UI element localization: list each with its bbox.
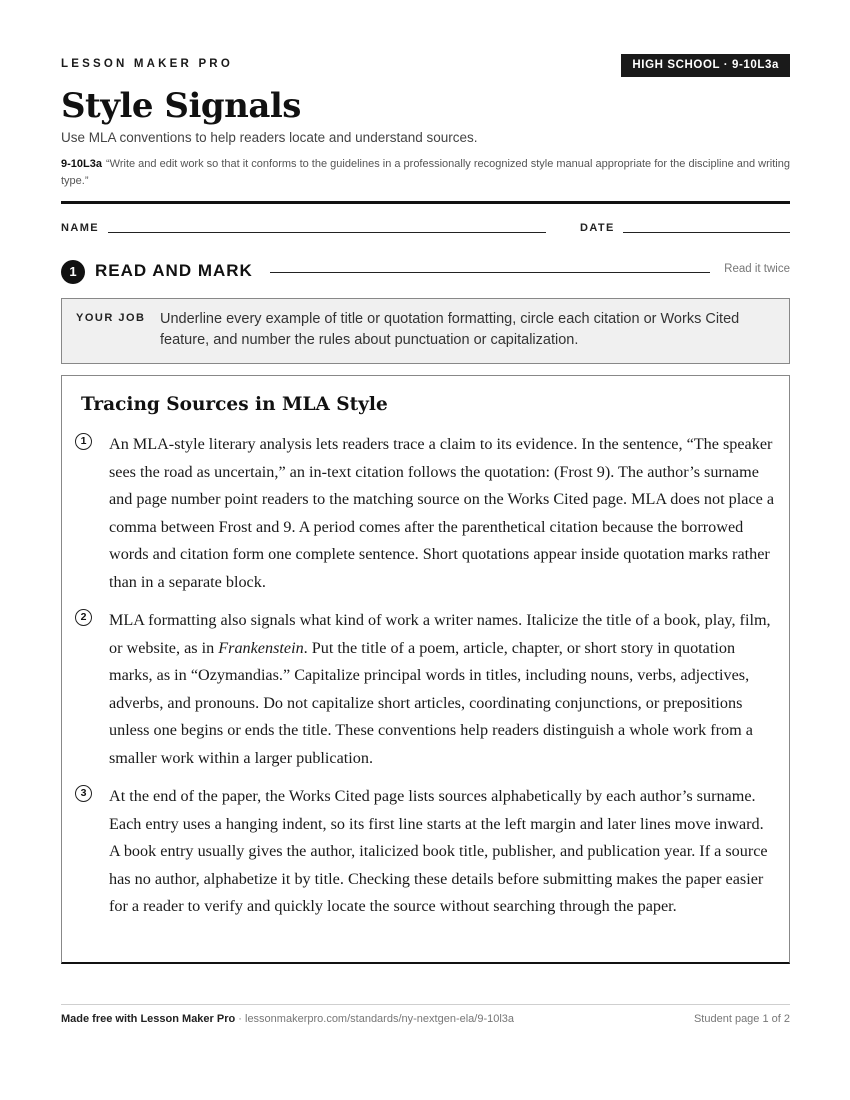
standard-note [61, 156, 790, 190]
footer-separator: · [235, 1013, 245, 1025]
footer-divider [61, 1004, 790, 1005]
level-badge: HIGH SCHOOL · 9-10L3a [621, 54, 790, 77]
reading-passage [61, 375, 790, 964]
italic-title: Frankenstein [218, 638, 304, 657]
section-hint: Read it twice [724, 263, 790, 275]
section-title: READ AND MARK [95, 261, 253, 280]
page-subtitle: Use MLA conventions to help readers locate and understand sources. [61, 130, 478, 145]
brand-name: LESSON MAKER PRO [61, 58, 233, 70]
footer-url[interactable]: lessonmakerpro.com/standards/ny-nextgen-ela/9-10l3a [245, 1013, 515, 1025]
header-divider [61, 201, 790, 204]
job-box [61, 298, 790, 364]
paragraph-text: At the end of the paper, the Works Cited page lists sources alphabetically by each author’s surname. Each entry uses a hanging indent, so its first line starts at the left margin and later lines move inward. A book entry usually gives the author, italicized book title, publisher, and publication year. If a source has no author, alphabetize it by title. Checking these details before submitting makes the paper easier for a reader to verify and quickly locate the source without searching through the paper. [109, 787, 768, 916]
section-rule [270, 272, 710, 273]
name-field[interactable] [108, 232, 546, 233]
top-bar [61, 54, 790, 80]
paragraph-text-part: MLA formatting also signals what kind of work a writer names. Italicize the title of a book, play, film, or website, as in [109, 611, 771, 657]
paragraph-number: 3 [75, 785, 92, 802]
paragraph-number: 2 [75, 609, 92, 626]
name-date-row [61, 222, 790, 238]
date-label: DATE [580, 222, 615, 234]
page-title: Style Signals [61, 86, 301, 126]
standard-text: “Write and edit work so that it conforms to the guidelines in a professionally recognized style manual appropriate for the discipline and writing type.” [61, 158, 790, 187]
section-heading [61, 259, 790, 283]
footer [61, 1013, 790, 1025]
date-field[interactable] [623, 232, 790, 233]
paragraph-text [109, 607, 775, 773]
standard-code: 9-10L3a [61, 158, 102, 170]
paragraph-number: 1 [75, 433, 92, 450]
section-number-badge: 1 [61, 260, 85, 284]
job-label: YOUR JOB [76, 312, 146, 324]
name-label: NAME [61, 222, 99, 234]
footer-credit: Made free with Lesson Maker Pro [61, 1013, 236, 1025]
page-indicator: Student page 1 of 2 [693, 1013, 790, 1025]
paragraph-text-part: . Put the title of a poem, article, chapter, or short story in quotation marks, as in “Ozymandias.” Capitalize principal words in titles, including nouns, verbs, adjectives, adverbs, and pronouns. Do not capitalize short articles, coordinating conjunctions, or prepositions unless one begins or ends the title. These conventions help readers distinguish a whole work from a smaller work within a larger publication. [109, 638, 753, 767]
paragraph-text: An MLA-style literary analysis lets readers trace a claim to its evidence. In the sentence, “The speaker sees the road as uncertain,” an in-text citation follows the quotation: (Frost 9). The author’s surname and page number point readers to the matching source on the Works Cited page. MLA does not place a comma between Frost and 9. A period comes after the parenthetical citation because the borrowed words and citation form one complete sentence. Short quotations appear inside quotation marks rather than in a separate block. [109, 435, 775, 591]
job-instructions: Underline every example of title or quotation formatting, circle each citation or Works Cited feature, and number the rules about punctuation or capitalization. [160, 311, 740, 348]
passage-title: Tracing Sources in MLA Style [81, 394, 388, 415]
